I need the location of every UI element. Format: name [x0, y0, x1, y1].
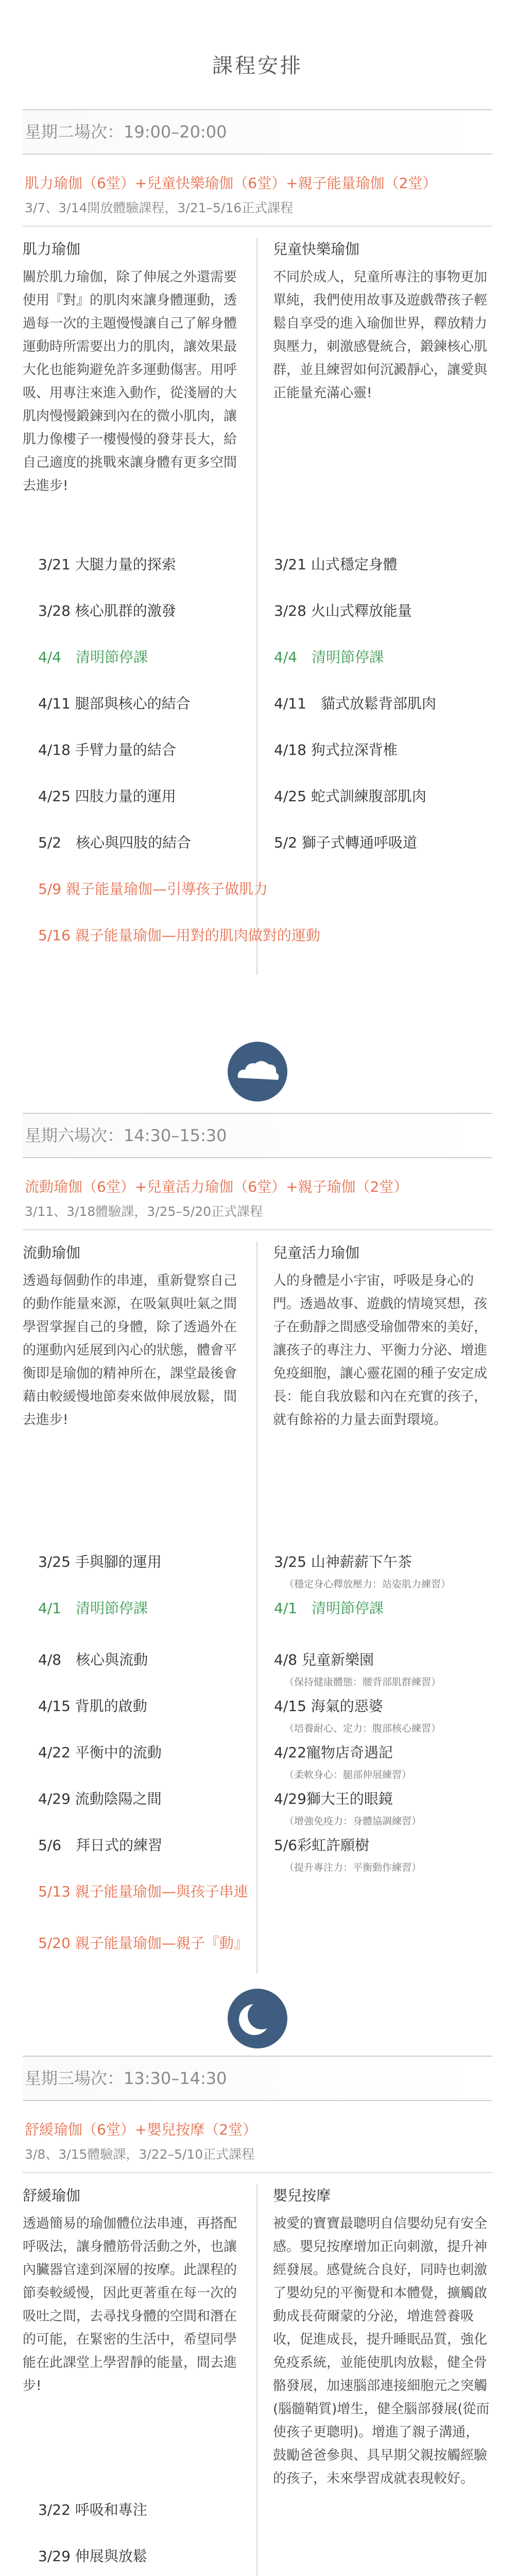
- family-yoga-item: 5/16 親子能量瑜伽—用對的肌肉做對的運動: [38, 927, 320, 944]
- schedule-note: （提升專注力：平衡動作練習）: [284, 1862, 422, 1873]
- schedule-item-label: 4/29獅大王的眼鏡: [274, 1790, 393, 1807]
- schedule-item: 3/28 火山式釋放能量: [274, 602, 412, 619]
- schedule-item: [274, 1788, 421, 1827]
- schedule-note: （穩定身心釋放壓力：站姿肌力練習）: [284, 1579, 451, 1590]
- schedule-item: 4/11 腿部與核心的結合: [38, 695, 191, 712]
- schedule-item: 3/21 大腿力量的探索: [38, 556, 176, 573]
- combo-title: 舒緩瑜伽（6堂）+嬰兒按摩（2堂）: [25, 2121, 258, 2138]
- course-description: 人的身體是小宇宙，呼吸是身心的門。透過故事、遊戲的情境冥想，孩子在動靜之間感受瑜伽帶來的美好，讓孩子的專注力、平衡力分泌、增進免疫細胞，讓心靈花園的種子安定成長：能自我放鬆和內在充實的孩子，就有餘裕的力量去面對環境。: [273, 1273, 488, 1428]
- schedule-item: [274, 1649, 441, 1688]
- course-description: 關於肌力瑜伽，除了伸展之外還需要使用『對』的肌肉來讓身體運動，透過每一次的主題慢慢讓自己了解身體運動時所需要出力的肌肉，讓效果最大化也能夠避免許多運動傷害。用呼吸、用專注來進入動作，從淺層的大肌肉慢慢鍛鍊到內在的微小肌肉，讓肌力像樓子一樓慢慢的發芽長大，給自己適度的挑戰來讓身體有更多空間去進步!: [23, 269, 237, 494]
- schedule-item-label: 4/8 兒童新樂園: [274, 1651, 374, 1668]
- schedule-item: 4/25 蛇式訓練腹部肌肉: [274, 788, 426, 805]
- combo-dates: 3/8、3/15體驗課，3/22–5/10正式課程: [23, 2144, 492, 2173]
- cloud-icon: [221, 1041, 294, 1103]
- combo-dates: 3/7、3/14開放體驗課程，3/21–5/16正式課程: [23, 198, 492, 227]
- schedule-note: （柔軟身心：腿部伸展練習）: [284, 1769, 412, 1781]
- combo-title: 肌力瑜伽（6堂）+兒童快樂瑜伽（6堂）+親子能量瑜伽（2堂）: [25, 175, 437, 192]
- course-description: 被愛的寶寶最聰明自信嬰幼兒有安全感。嬰兒按摩增加正向刺激，提升神經發展。感覺統合良好，同時也刺激了嬰幼兒的平衡覺和本體覺，擴觸啟動成長荷爾蒙的分泌，增進營養吸收，促進成長，提升睡眠品質，強化免疫系統，並能使肌肉放鬆，健全骨骼發展，加速腦部連接細胞元之突觸(腦髓鞘質)增生，健全腦部發展(從而使孩子更聰明)。增進了親子溝通，鼓勵爸爸參與、具早期父親按觸經驗的孩子，未來學習成就表現較好。: [273, 2216, 490, 2486]
- schedule-item: 3/25 手與腳的運用: [38, 1553, 162, 1570]
- moon-icon: [221, 1988, 294, 2049]
- course-title: 兒童活力瑜伽: [273, 1244, 360, 1261]
- course-description: 不同於成人，兒童所專注的事物更加單純，我們使用故事及遊戲帶孩子輕鬆自享受的進入瑜伽世界，釋放精力與壓力，刺激感覺統合，鍛鍊核心肌群，並且練習如何沉澱靜心，讓愛與正能量充滿心靈!: [273, 269, 488, 401]
- schedule-item: 4/29 流動陰陽之間: [38, 1790, 162, 1807]
- schedule-item: 3/22 呼吸和專注: [38, 2501, 147, 2518]
- schedule-item: 3/29 伸展與放鬆: [38, 2548, 147, 2565]
- holiday-item: 4/1 清明節停課: [274, 1600, 384, 1617]
- schedule-note: （培養耐心、定力：腹部核心練習）: [284, 1723, 441, 1734]
- family-yoga-item: 5/9 親子能量瑜伽—引導孩子做肌力: [38, 880, 268, 897]
- family-yoga-item: 5/20 親子能量瑜伽—親子『動』: [38, 1935, 248, 1952]
- course-title: 肌力瑜伽: [23, 241, 81, 258]
- schedule-item: [274, 1695, 441, 1735]
- holiday-item: 4/1 清明節停課: [38, 1600, 148, 1617]
- schedule-item: 4/18 狗式拉深背椎: [274, 741, 398, 758]
- course-title: 舒緩瑜伽: [23, 2187, 81, 2204]
- schedule-item: 4/18 手臂力量的結合: [38, 741, 176, 758]
- schedule-item: [274, 1741, 411, 1781]
- schedule-item-label: 4/22寵物店奇遇記: [274, 1744, 393, 1761]
- course-title: 嬰兒按摩: [273, 2187, 331, 2204]
- course-columns: [23, 1242, 492, 1973]
- schedule-note: （增強免疫力：身體協調練習）: [284, 1816, 422, 1827]
- schedule-item: 4/22 平衡中的流動: [38, 1744, 162, 1761]
- session-wednesday: [23, 2056, 492, 2576]
- schedule-item: 4/8 核心與流動: [38, 1651, 148, 1668]
- course-columns: [23, 2184, 492, 2576]
- session-header: 星期六場次：14:30–15:30: [23, 1113, 492, 1158]
- holiday-item: 4/4 清明節停課: [274, 649, 384, 666]
- course-description: 透過簡易的瑜伽體位法串連，再搭配呼吸法，讓身體筋骨活動之外，也讓內臟器官達到深層的按摩。此課程的節奏較緩慢，因此更著重在每一次的吸吐之間，去尋找身體的空間和潛在的可能，在緊密的生活中，希望同學能在此課堂上學習靜的能量，間去進步!: [23, 2216, 237, 2394]
- schedule-item: 4/15 背肌的啟動: [38, 1698, 147, 1715]
- schedule-item: 5/6 拜日式的練習: [38, 1837, 163, 1854]
- schedule-item: 3/28 核心肌群的激發: [38, 602, 176, 619]
- course-title: 流動瑜伽: [23, 1244, 81, 1261]
- course-columns: [23, 238, 492, 975]
- schedule-item: 3/21 山式穩定身體: [274, 556, 398, 573]
- session-header: 星期三場次：13:30–14:30: [23, 2056, 492, 2101]
- schedule-item: 5/2 獅子式轉通呼吸道: [274, 834, 417, 851]
- schedule-note: （保持健康體態：腰背部肌群練習）: [284, 1676, 441, 1688]
- schedule-item: [274, 1551, 451, 1590]
- schedule-item-label: 3/25 山神薪薪下午茶: [274, 1553, 412, 1570]
- holiday-item: 4/4 清明節停課: [38, 649, 148, 666]
- session-header: 星期二場次：19:00–20:00: [23, 109, 492, 155]
- family-yoga-item: 5/13 親子能量瑜伽—與孩子串連: [38, 1883, 248, 1900]
- session-saturday: [23, 1113, 492, 1973]
- combo-dates: 3/11、3/18體驗課，3/25–5/20正式課程: [23, 1201, 492, 1230]
- schedule-item-label: 4/15 海氣的惡婆: [274, 1698, 383, 1715]
- combo-title: 流動瑜伽（6堂）+兒童活力瑜伽（6堂）+親子瑜伽（2堂）: [25, 1178, 408, 1195]
- course-title: 兒童快樂瑜伽: [273, 241, 360, 258]
- page-title: 課程安排: [212, 54, 303, 78]
- schedule-item: [274, 1834, 421, 1874]
- schedule-item-label: 5/6彩虹許願樹: [274, 1837, 370, 1854]
- schedule-item: 4/25 四肢力量的運用: [38, 788, 176, 805]
- course-right: [258, 2184, 492, 2576]
- session-tuesday: [23, 109, 492, 975]
- schedule-item: 5/2 核心與四肢的結合: [38, 834, 192, 851]
- schedule-item: 4/11 貓式放鬆背部肌肉: [274, 695, 436, 712]
- course-description: 透過每個動作的串連，重新覺察自己的動作能量來源，在吸氣與吐氣之間學習掌握自己的身體，除了透過外在的運動內延展到內心的狀態，體會平衡即是瑜伽的精神所在，課堂最後會藉由較緩慢地節奏來做伸展放鬆，間去進步!: [23, 1273, 237, 1428]
